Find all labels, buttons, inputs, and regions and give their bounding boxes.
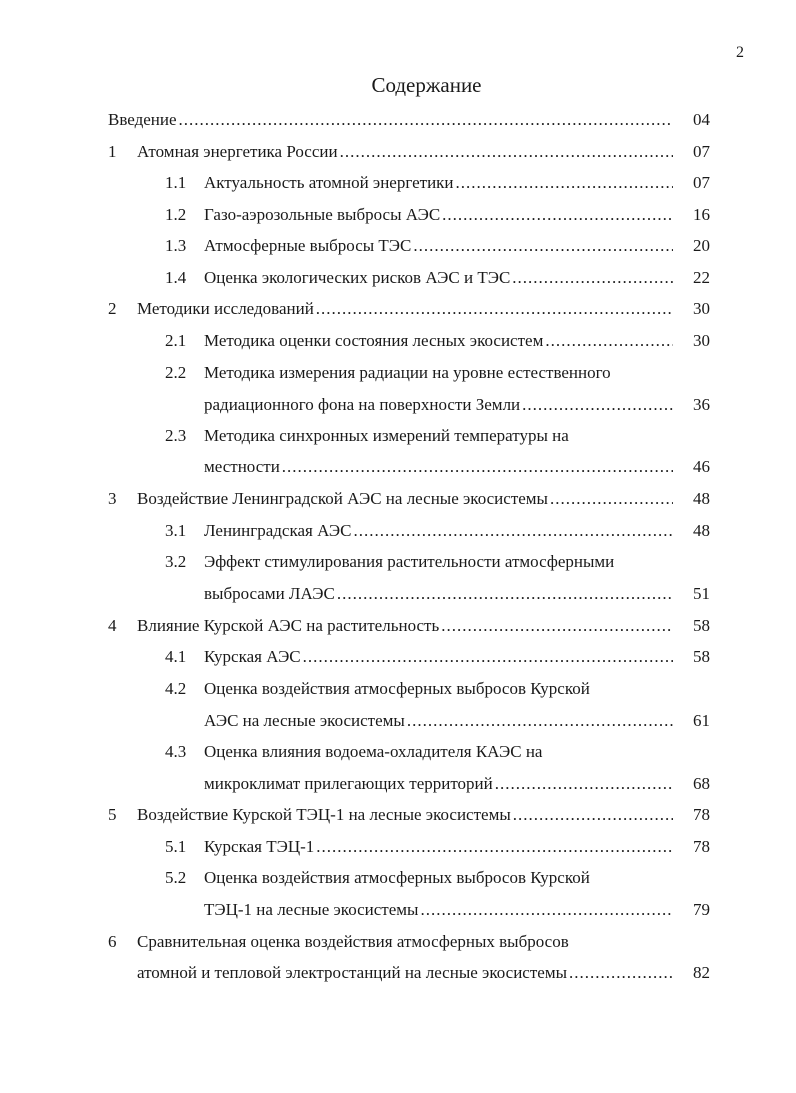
toc-entry-page: 61 — [693, 711, 710, 730]
toc-entry-title: АЭС на лесные экосистемы — [204, 711, 405, 730]
toc-entry-title: Газо-аэрозольные выбросы АЭС — [204, 205, 441, 224]
toc-entry-page: 58 — [693, 647, 710, 666]
toc-entry — [0, 740, 796, 764]
toc-entry-title: Оценка влияния водоема-охладителя КАЭС на — [204, 742, 543, 761]
toc-entry-number: 2.1 — [165, 331, 187, 350]
toc-entry — [0, 961, 796, 985]
toc-entry — [0, 393, 796, 417]
toc-entry-number: 3.2 — [165, 552, 187, 571]
toc-entry — [0, 519, 796, 543]
dot-leader — [340, 140, 673, 164]
toc-entry — [0, 803, 796, 827]
dot-leader — [316, 297, 673, 321]
toc-entry-title: микроклимат прилегающих территорий — [204, 774, 493, 793]
toc-entry-title: Воздействие Курской ТЭЦ-1 на лесные экосистемы — [137, 805, 511, 824]
dot-leader — [545, 329, 673, 353]
dot-leader — [512, 266, 673, 290]
toc-entry-title: Курская ТЭЦ-1 — [204, 837, 315, 856]
toc-entry — [0, 614, 796, 638]
toc-entry — [0, 424, 796, 448]
toc-entry-number: 5.1 — [165, 837, 187, 856]
toc-entry — [0, 930, 796, 954]
toc-entry-title: Введение — [108, 110, 177, 129]
toc-entry-title: Влияние Курской АЭС на растительность — [137, 616, 440, 635]
toc-entry-title: Оценка воздействия атмосферных выбросов Курской — [204, 868, 590, 887]
page-number: 2 — [736, 44, 744, 61]
toc-entry-number: 3.1 — [165, 521, 187, 540]
dot-leader — [495, 772, 673, 796]
toc-entry-title: Методики исследований — [137, 299, 314, 318]
toc-entry-number: 2 — [108, 299, 117, 318]
toc-entry-title: атомной и тепловой электростанций на лесные экосистемы — [137, 963, 567, 982]
toc-entry — [0, 108, 796, 132]
toc-entry-page: 22 — [693, 268, 710, 287]
dot-leader — [569, 961, 673, 985]
dot-leader — [456, 171, 673, 195]
toc-entry-number: 4 — [108, 616, 117, 635]
toc-entry-title: Оценка экологических рисков АЭС и ТЭС — [204, 268, 511, 287]
dot-leader — [337, 582, 673, 606]
toc-entry-title: Оценка воздействия атмосферных выбросов Курской — [204, 679, 590, 698]
toc-entry-number: 1 — [108, 142, 117, 161]
dot-leader — [441, 614, 673, 638]
toc-entry — [0, 171, 796, 195]
toc-entry — [0, 487, 796, 511]
toc-entry — [0, 455, 796, 479]
toc-entry — [0, 677, 796, 701]
toc-entry-number: 4.3 — [165, 742, 187, 761]
dot-leader — [354, 519, 674, 543]
toc-entry-number: 3 — [108, 489, 117, 508]
toc-entry — [0, 329, 796, 353]
toc-entry-number: 2.2 — [165, 363, 187, 382]
toc-entry-title: Сравнительная оценка воздействия атмосферных выбросов — [137, 932, 569, 951]
toc-entry-page: 68 — [693, 774, 710, 793]
toc-entry-number: 5 — [108, 805, 117, 824]
toc-entry — [0, 297, 796, 321]
toc-entry — [0, 550, 796, 574]
toc-entry-title: радиационного фона на поверхности Земли — [204, 395, 521, 414]
toc-entry-title: Курская АЭС — [204, 647, 301, 666]
toc-entry-page: 20 — [693, 236, 710, 255]
dot-leader — [513, 803, 673, 827]
toc-entry-title: выбросами ЛАЭС — [204, 584, 335, 603]
toc-entry-page: 78 — [693, 805, 710, 824]
toc-entry-page: 36 — [693, 395, 710, 414]
dot-leader — [303, 645, 673, 669]
dot-leader — [407, 709, 673, 733]
dot-leader — [442, 203, 673, 227]
dot-leader — [420, 898, 673, 922]
toc-entry — [0, 361, 796, 385]
toc-entry-title: Методика измерения радиации на уровне естественного — [204, 363, 611, 382]
toc-entry-page: 82 — [693, 963, 710, 982]
toc-entry-page: 79 — [693, 900, 710, 919]
toc-entry-number: 1.2 — [165, 205, 187, 224]
dot-leader — [550, 487, 673, 511]
toc-entry — [0, 140, 796, 164]
toc-entry-page: 46 — [693, 457, 710, 476]
toc-entry-number: 1.1 — [165, 173, 187, 192]
toc-entry — [0, 582, 796, 606]
page-title: Содержание — [371, 73, 482, 97]
dot-leader — [522, 393, 673, 417]
toc-entry — [0, 709, 796, 733]
toc-entry-page: 07 — [693, 142, 710, 161]
toc-entry — [0, 234, 796, 258]
dot-leader — [316, 835, 673, 859]
toc-entry-page: 30 — [693, 299, 710, 318]
toc-entry-page: 30 — [693, 331, 710, 350]
toc-entry-number: 4.1 — [165, 647, 187, 666]
toc-entry-page: 07 — [693, 173, 710, 192]
toc-entry — [0, 266, 796, 290]
toc-entry — [0, 866, 796, 890]
toc-entry-number: 1.4 — [165, 268, 187, 287]
dot-leader — [413, 234, 673, 258]
toc-entry-title: Эффект стимулирования растительности атмосферными — [204, 552, 615, 571]
toc-entry-page: 58 — [693, 616, 710, 635]
toc-entry-page: 16 — [693, 205, 710, 224]
toc-entry — [0, 772, 796, 796]
toc-entry-page: 78 — [693, 837, 710, 856]
toc-entry-number: 2.3 — [165, 426, 187, 445]
toc-entry-page: 48 — [693, 521, 710, 540]
toc-entry-number: 6 — [108, 932, 117, 951]
toc-entry-page: 51 — [693, 584, 710, 603]
toc-entry-title: Актуальность атомной энергетики — [204, 173, 454, 192]
toc-entry — [0, 898, 796, 922]
toc-entry — [0, 835, 796, 859]
toc-entry-title: Ленинградская АЭС — [204, 521, 352, 540]
toc-entry — [0, 203, 796, 227]
toc-entry-title: ТЭЦ-1 на лесные экосистемы — [204, 900, 419, 919]
toc-entry-title: Методика синхронных измерений температуры на — [204, 426, 569, 445]
toc-entry-title: Воздействие Ленинградской АЭС на лесные экосистемы — [137, 489, 548, 508]
toc-entry-number: 5.2 — [165, 868, 187, 887]
toc-entry-number: 4.2 — [165, 679, 187, 698]
toc-entry-title: Атомная энергетика России — [137, 142, 338, 161]
toc-entry-title: Методика оценки состояния лесных экосистем — [204, 331, 544, 350]
toc-entry-page: 48 — [693, 489, 710, 508]
dot-leader — [179, 108, 673, 132]
toc-entry — [0, 645, 796, 669]
dot-leader — [282, 455, 673, 479]
toc-entry-number: 1.3 — [165, 236, 187, 255]
toc-entry-title: Атмосферные выбросы ТЭС — [204, 236, 412, 255]
toc-entry-title: местности — [204, 457, 280, 476]
toc-entry-page: 04 — [693, 110, 710, 129]
